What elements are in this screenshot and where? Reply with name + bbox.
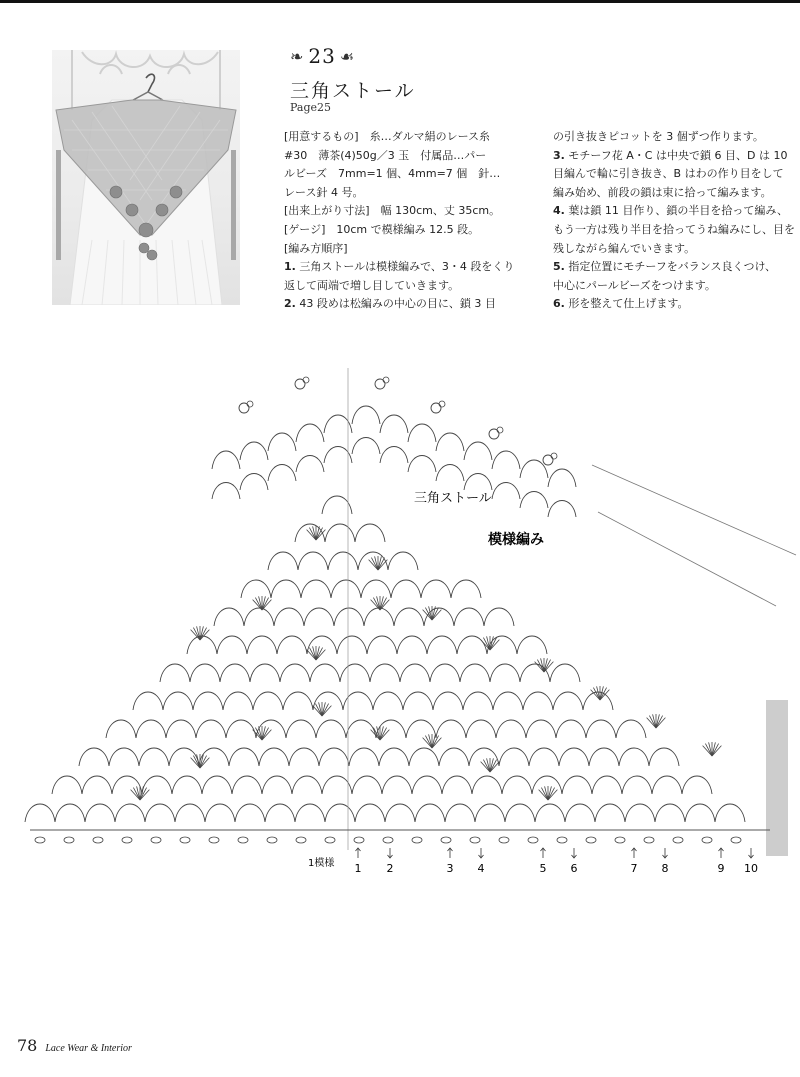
chart-title-label: 三角ストール <box>414 491 492 506</box>
edging-arch <box>296 424 324 442</box>
chain-arch <box>262 776 292 794</box>
chain-arch <box>583 692 613 710</box>
chain-arch <box>322 776 352 794</box>
chain-arch <box>502 776 532 794</box>
instruction-line: [ゲージ] 10cm で模様編み 12.5 段。 <box>284 222 480 236</box>
picot-flower <box>431 403 441 413</box>
chain-arch <box>355 524 385 542</box>
chain-arch <box>310 664 340 682</box>
chain-arch <box>622 776 652 794</box>
instruction-line: 目編んで輪に引き抜き、B はわの作り目をして <box>553 167 784 181</box>
chain-arch <box>553 692 583 710</box>
chain-arch <box>277 636 307 654</box>
row-number: 9 <box>717 862 725 875</box>
edging-arch <box>520 492 548 509</box>
foundation-loop <box>35 837 45 843</box>
edging-arch <box>240 474 268 491</box>
chain-arch <box>289 748 319 766</box>
chain-arch <box>298 552 328 570</box>
chain-arch <box>493 692 523 710</box>
chain-arch <box>295 804 325 822</box>
chain-arch <box>142 776 172 794</box>
row-number: 10 <box>744 862 758 875</box>
row-number: 3 <box>446 862 454 875</box>
foundation-loop <box>325 837 335 843</box>
chain-arch <box>472 776 502 794</box>
chain-arch <box>217 636 247 654</box>
chart-row-markers <box>355 848 759 875</box>
chain-arch <box>682 776 712 794</box>
chain-arch <box>499 748 529 766</box>
chain-arch <box>283 692 313 710</box>
chain-arch <box>559 748 589 766</box>
chain-arch <box>166 720 196 738</box>
right-ornament-icon: ☙ <box>339 46 356 66</box>
instruction-line: [編み方順序] <box>284 241 348 255</box>
chain-arch <box>115 804 145 822</box>
pattern-stitch-label: 模様編み <box>488 532 544 548</box>
foundation-loop <box>731 837 741 843</box>
foundation-loop <box>383 837 393 843</box>
page-footer <box>17 1036 132 1055</box>
picot-flower <box>543 455 553 465</box>
chain-arch <box>304 608 334 626</box>
picot-flower <box>295 379 305 389</box>
row-number: 6 <box>570 862 578 875</box>
foundation-loop <box>296 837 306 843</box>
chain-arch <box>259 748 289 766</box>
edging-arch <box>296 456 324 473</box>
chain-arch <box>346 720 376 738</box>
chain-arch <box>484 608 514 626</box>
chain-arch <box>403 692 433 710</box>
picot-flower <box>497 427 503 433</box>
chain-arch <box>241 580 271 598</box>
edging-arch <box>212 483 240 500</box>
chain-arch <box>562 776 592 794</box>
chain-arch <box>427 636 457 654</box>
edging-arch <box>212 451 240 469</box>
chain-arch <box>286 720 316 738</box>
chain-arch <box>454 608 484 626</box>
chain-arch <box>253 692 283 710</box>
chain-arch <box>190 664 220 682</box>
chain-arch <box>433 692 463 710</box>
chain-arch <box>268 552 298 570</box>
chain-arch <box>466 720 496 738</box>
chain-arch <box>226 720 256 738</box>
chain-arch <box>223 692 253 710</box>
chain-arch <box>205 804 235 822</box>
picot-flower <box>439 401 445 407</box>
edging-arch <box>268 433 296 451</box>
chain-arch <box>463 692 493 710</box>
chain-arch <box>139 748 169 766</box>
chain-arch <box>274 608 304 626</box>
chain-arch <box>442 776 472 794</box>
chain-arch <box>160 664 190 682</box>
chain-arch <box>430 664 460 682</box>
project-number <box>290 44 355 68</box>
chain-arch <box>232 776 262 794</box>
foundation-loop <box>180 837 190 843</box>
chain-arch <box>391 580 421 598</box>
chain-arch <box>397 636 427 654</box>
chain-arch <box>25 804 55 822</box>
chain-arch <box>490 664 520 682</box>
chain-arch <box>352 776 382 794</box>
instructions-column-2 <box>553 128 798 314</box>
foundation-loop <box>528 837 538 843</box>
chain-arch <box>229 748 259 766</box>
picot-flower <box>551 453 557 459</box>
chain-arch <box>589 748 619 766</box>
top-rule <box>0 0 800 3</box>
row-number: 4 <box>477 862 485 875</box>
chain-arch <box>187 636 217 654</box>
foundation-loop <box>644 837 654 843</box>
chain-arch <box>235 804 265 822</box>
chain-arch <box>400 664 430 682</box>
row-number: 2 <box>386 862 394 875</box>
instruction-line: [用意するもの] 糸…ダルマ絹のレース糸 <box>284 130 491 143</box>
chain-arch <box>460 664 490 682</box>
chain-arch <box>136 720 166 738</box>
chain-arch <box>355 804 385 822</box>
edge-shading <box>766 700 788 856</box>
edging-arch <box>408 456 436 473</box>
instruction-line: もう一方は残り半目を拾ってうね編みにし、目を <box>553 222 795 236</box>
chain-arch <box>409 748 439 766</box>
instructions-column-1 <box>284 128 532 314</box>
foundation-loop <box>122 837 132 843</box>
chain-arch <box>592 776 622 794</box>
chain-arch <box>109 748 139 766</box>
chain-arch <box>265 804 295 822</box>
chain-arch <box>334 608 364 626</box>
chain-arch <box>328 552 358 570</box>
instruction-line: [出来上がり寸法] 幅 130cm、丈 35cm。 <box>284 204 501 218</box>
chain-arch <box>367 636 397 654</box>
edging-arch <box>464 474 492 491</box>
chain-arch <box>394 608 424 626</box>
edging-arch <box>492 451 520 469</box>
chain-arch <box>457 636 487 654</box>
chain-arch <box>565 804 595 822</box>
chain-arch <box>496 720 526 738</box>
chain-arch <box>451 580 481 598</box>
product-photo <box>52 50 240 305</box>
chain-arch <box>325 524 355 542</box>
foundation-loop <box>151 837 161 843</box>
chain-arch <box>145 804 175 822</box>
picot-flower <box>383 377 389 383</box>
chain-arch <box>616 720 646 738</box>
foundation-loop <box>702 837 712 843</box>
chain-arch <box>529 748 559 766</box>
chain-arch <box>385 804 415 822</box>
chain-arch <box>292 776 322 794</box>
foundation-loop <box>586 837 596 843</box>
chain-arch <box>319 748 349 766</box>
chain-arch <box>106 720 136 738</box>
chain-arch <box>382 776 412 794</box>
chain-arch <box>172 776 202 794</box>
chain-arch <box>715 804 745 822</box>
chain-arch <box>133 692 163 710</box>
page-number: 78 <box>17 1036 38 1055</box>
chain-arch <box>325 804 355 822</box>
edging-arch <box>436 433 464 451</box>
chain-arch <box>523 692 553 710</box>
chain-arch <box>517 636 547 654</box>
chain-arch <box>199 748 229 766</box>
instruction-step: 1. 三角ストールは模様編みで、3・4 段をくり <box>284 260 515 274</box>
edging-arch <box>436 465 464 482</box>
instruction-line: ルビーズ 7mm=1 個、4mm=7 個 針… <box>284 167 501 181</box>
picot-flower <box>375 379 385 389</box>
edging-arch <box>548 501 576 518</box>
chain-arch <box>247 636 277 654</box>
foundation-loop <box>673 837 683 843</box>
chain-arch <box>376 720 406 738</box>
instruction-line: #30 薄茶(4)50g／3 玉 付属品…パー <box>284 148 487 162</box>
chain-arch <box>412 776 442 794</box>
chain-arch <box>349 748 379 766</box>
chain-arch <box>556 720 586 738</box>
edging-arch <box>548 469 576 487</box>
chain-arch <box>193 692 223 710</box>
chain-arch <box>532 776 562 794</box>
foundation-loop <box>238 837 248 843</box>
instruction-line: レース針 4 号。 <box>284 185 364 199</box>
row-number: 8 <box>661 862 669 875</box>
edging-arch <box>380 447 408 464</box>
chain-arch <box>655 804 685 822</box>
edging-arch <box>408 424 436 442</box>
instruction-step: 4. 葉は鎖 11 目作り、鎖の半目を拾って編み、 <box>553 204 788 218</box>
chain-arch <box>271 580 301 598</box>
chain-arch <box>163 692 193 710</box>
foundation-loop <box>267 837 277 843</box>
chain-arch <box>316 720 346 738</box>
chain-arch <box>82 776 112 794</box>
chain-arch <box>85 804 115 822</box>
page-reference: Page25 <box>290 101 332 114</box>
foundation-loop <box>499 837 509 843</box>
chain-arch <box>526 720 556 738</box>
publication-name: Lace Wear & Interior <box>45 1043 132 1054</box>
foundation-loop <box>64 837 74 843</box>
edging-arch <box>352 406 380 424</box>
chain-arch <box>415 804 445 822</box>
foundation-loop <box>615 837 625 843</box>
chain-arch <box>649 748 679 766</box>
chain-arch <box>370 664 400 682</box>
instruction-line: 編み始め、前段の鎖は束に拾って編みます。 <box>553 185 772 199</box>
foundation-loop <box>354 837 364 843</box>
dimension-line <box>592 465 796 555</box>
chain-arch <box>301 580 331 598</box>
chain-arch <box>52 776 82 794</box>
chain-arch <box>595 804 625 822</box>
chain-arch <box>250 664 280 682</box>
picot-flower <box>489 429 499 439</box>
repeat-label: 1模様 <box>308 858 335 869</box>
edging-arch <box>492 483 520 500</box>
chain-arch <box>619 748 649 766</box>
foundation-loop <box>470 837 480 843</box>
chain-arch <box>475 804 505 822</box>
page-title: 三角ストール <box>290 80 416 102</box>
chain-arch <box>535 804 565 822</box>
chart-shell-fans <box>131 377 722 800</box>
instruction-line: 返して両端で増し目していきます。 <box>284 278 460 292</box>
instruction-step: 6. 形を整えて仕上げます。 <box>553 297 689 311</box>
instruction-line: 残しながら編んでいきます。 <box>553 241 696 255</box>
instruction-step: 5. 指定位置にモチーフをバランス良くつけ、 <box>553 260 777 274</box>
edging-arch <box>464 442 492 460</box>
chain-arch <box>343 692 373 710</box>
foundation-loop <box>93 837 103 843</box>
chain-arch <box>337 636 367 654</box>
crochet-chart <box>0 350 800 890</box>
chain-arch <box>361 580 391 598</box>
chain-arch <box>220 664 250 682</box>
chain-arch <box>406 720 436 738</box>
edging-arch <box>352 438 380 455</box>
row-number: 5 <box>539 862 547 875</box>
instruction-step: 3. モチーフ花 A・C は中央で鎖 6 目、D は 10 <box>553 148 788 162</box>
chain-arch <box>388 552 418 570</box>
chain-arch <box>340 664 370 682</box>
foundation-loop <box>209 837 219 843</box>
chain-arch <box>79 748 109 766</box>
chain-arch <box>505 804 535 822</box>
chain-arch <box>244 608 274 626</box>
chain-arch <box>445 804 475 822</box>
chain-arch <box>550 664 580 682</box>
chain-arch <box>652 776 682 794</box>
chain-arch <box>439 748 469 766</box>
chain-arch <box>214 608 244 626</box>
row-number: 7 <box>630 862 638 875</box>
chain-arch <box>379 748 409 766</box>
chain-arch <box>280 664 310 682</box>
chart-stitch-arches <box>25 406 745 843</box>
foundation-loop <box>557 837 567 843</box>
chain-arch <box>322 496 352 514</box>
left-ornament-icon: ❧ <box>290 46 305 66</box>
picot-flower <box>247 401 253 407</box>
foundation-loop <box>441 837 451 843</box>
chain-arch <box>331 580 361 598</box>
chain-arch <box>364 608 394 626</box>
chain-arch <box>202 776 232 794</box>
row-number: 1 <box>354 862 362 875</box>
picot-flower <box>303 377 309 383</box>
dimension-line <box>598 512 776 606</box>
chain-arch <box>685 804 715 822</box>
instruction-line: の引き抜きピコットを 3 個ずつ作ります。 <box>553 130 764 143</box>
instruction-step: 2. 43 段めは松編みの中心の目に、鎖 3 目 <box>284 297 496 311</box>
foundation-loop <box>412 837 422 843</box>
edging-arch <box>268 465 296 482</box>
chain-arch <box>55 804 85 822</box>
chain-arch <box>373 692 403 710</box>
project-number-text: 23 <box>308 44 336 68</box>
chain-arch <box>424 608 454 626</box>
picot-flower <box>239 403 249 413</box>
chain-arch <box>436 720 466 738</box>
chain-arch <box>586 720 616 738</box>
chain-arch <box>196 720 226 738</box>
edging-arch <box>380 415 408 433</box>
chain-arch <box>625 804 655 822</box>
chain-arch <box>175 804 205 822</box>
edging-arch <box>240 442 268 460</box>
instruction-line: 中心にパールビーズをつけます。 <box>553 278 716 292</box>
chain-arch <box>421 580 451 598</box>
